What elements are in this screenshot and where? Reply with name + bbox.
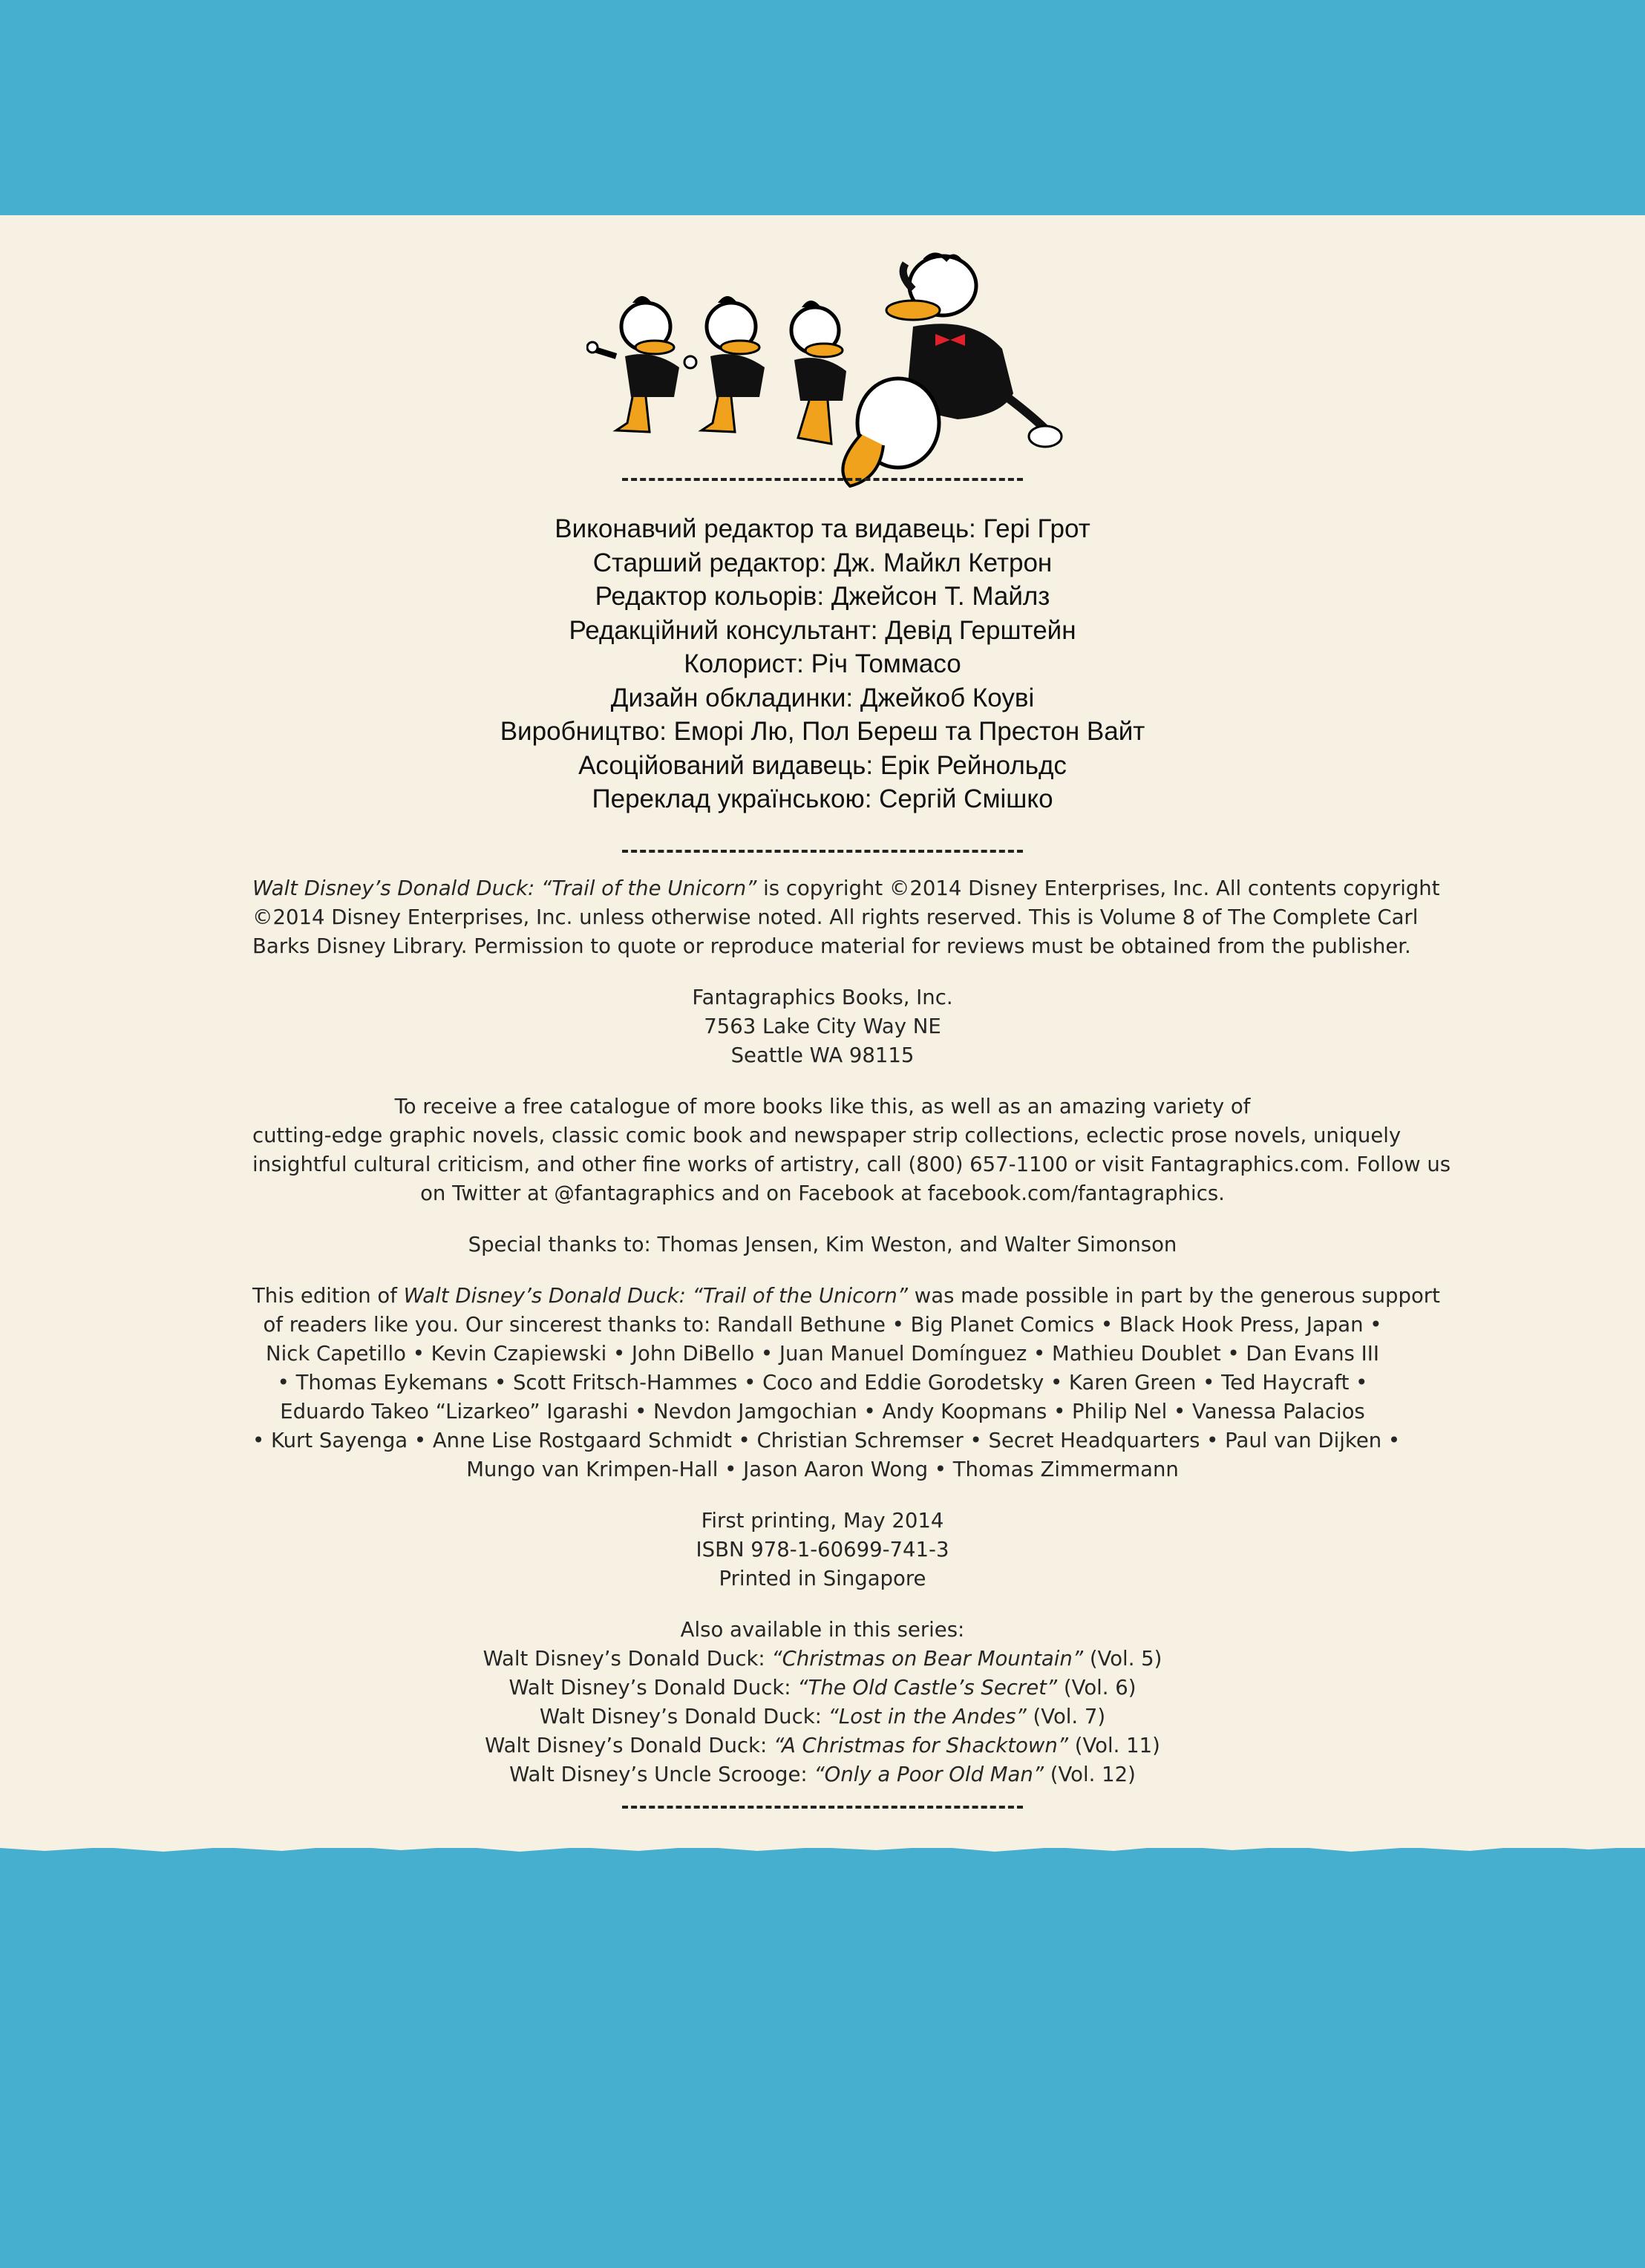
isbn: ISBN 978-1-60699-741-3 xyxy=(696,1538,949,1561)
dashed-divider-3 xyxy=(622,1806,1023,1809)
copyright-notice: Walt Disney’s Donald Duck: “Trail of the Unicorn” is copyright ©2014 Disney Enterprises, Inc. All contents copyright ©2014 Disney Enterprises, Inc. unless otherwise noted. All rights reserved. This is Volume 8 of The Complete Carl Barks Disney Library. Permission to quote or reproduce material for reviews must be obtained from the publisher. xyxy=(252,876,1440,958)
top-blue-band xyxy=(0,0,1645,223)
credit-line: Асоційований видавець: Ерік Рейнольдс xyxy=(578,750,1067,780)
publisher-address xyxy=(252,983,1393,1070)
series-item: Walt Disney’s Donald Duck: “The Old Castle’s Secret” (Vol. 6) xyxy=(508,1676,1137,1700)
credits-list xyxy=(0,512,1645,816)
series-heading: Also available in this series: xyxy=(680,1618,965,1642)
nephew-1 xyxy=(587,296,679,432)
book-title-italic: Walt Disney’s Donald Duck: “Trail of the Unicorn” xyxy=(252,876,757,900)
supporters-list: This edition of Walt Disney’s Donald Duck: “Trail of the Unicorn” was made possible in part by the generous support of readers like you. Our sincerest thanks to: Randall Bethune • Big Planet Comics • Black Hook Press, Japan • Nick Capetillo • Kevin Czapiewski • John DiBello • Juan Manuel Domínguez • Mathieu Doublet • Dan Evans III • Thomas Eykemans • Scott Fritsch-Hammes • Coco and Eddie Gorodetsky • Karen Green • Ted Haycraft • Eduardo Takeo “Lizarkeo” Igarashi • Nevdon Jamgochian • Andy Koopmans • Philip Nel • Vanessa Palacios • Kurt Sayenga • Anne Lise Rostgaard Schmidt • Christian Schremser • Secret Headquarters • Paul van Dijken • Mungo van Krimpen-Hall • Jason Aaron Wong • Thomas Zimmermann xyxy=(252,1284,1440,1481)
credit-line: Виконавчий редактор та видавець: Гері Грот xyxy=(555,514,1090,543)
printed-in: Printed in Singapore xyxy=(719,1567,926,1590)
torn-edge-bottom xyxy=(0,1833,1645,1863)
donald-duck xyxy=(843,255,1062,487)
publisher-city: Seattle WA 98115 xyxy=(730,1043,915,1067)
credit-line: Редактор кольорів: Джейсон Т. Майлз xyxy=(595,582,1050,611)
nephew-2 xyxy=(684,296,765,432)
credit-line: Колорист: Річ Томмасо xyxy=(684,649,961,678)
series-item: Walt Disney’s Uncle Scrooge: “Only a Poor Old Man” (Vol. 12) xyxy=(509,1763,1136,1786)
bottom-blue-band xyxy=(0,1848,1645,2268)
publisher-name: Fantagraphics Books, Inc. xyxy=(692,986,953,1009)
series-item: Walt Disney’s Donald Duck: “A Christmas for Shacktown” (Vol. 11) xyxy=(485,1734,1160,1757)
credit-line: Виробництво: Еморі Лю, Пол Береш та Престон Вайт xyxy=(500,717,1145,746)
credit-line: Редакційний консультант: Девід Герштейн xyxy=(569,615,1076,645)
dashed-divider-2 xyxy=(622,850,1023,853)
credit-line: Дизайн обкладинки: Джейкоб Коуві xyxy=(610,683,1035,712)
series-item: Walt Disney’s Donald Duck: “Christmas on Bear Mountain” (Vol. 5) xyxy=(483,1647,1162,1671)
special-thanks: Special thanks to: Thomas Jensen, Kim Weston, and Walter Simonson xyxy=(468,1233,1177,1256)
series-item: Walt Disney’s Donald Duck: “Lost in the Andes” (Vol. 7) xyxy=(539,1705,1106,1728)
series-list xyxy=(252,1616,1393,1789)
nephew-3 xyxy=(791,301,846,444)
donald-and-nephews-illustration xyxy=(586,245,1069,490)
first-printing: First printing, May 2014 xyxy=(701,1509,944,1533)
torn-edge-top xyxy=(0,206,1645,236)
publisher-street: 7563 Lake City Way NE xyxy=(704,1015,941,1038)
dashed-divider-1 xyxy=(622,478,1023,481)
printing-info xyxy=(252,1507,1393,1593)
credit-line: Переклад українською: Сергій Смішко xyxy=(592,784,1053,813)
catalogue-info: To receive a free catalogue of more books like this, as well as an amazing variety of cutting-edge graphic novels, classic comic book and newspaper strip collections, eclectic prose novels, uniquely insightful cultural criticism, and other fine works of artistry, call (800) 657-1100 or visit Fantagraphics.com. Follow us on Twitter at @fantagraphics and on Facebook at facebook.com/fantagraphics. xyxy=(252,1095,1451,1205)
credit-line: Старший редактор: Дж. Майкл Кетрон xyxy=(592,548,1053,577)
